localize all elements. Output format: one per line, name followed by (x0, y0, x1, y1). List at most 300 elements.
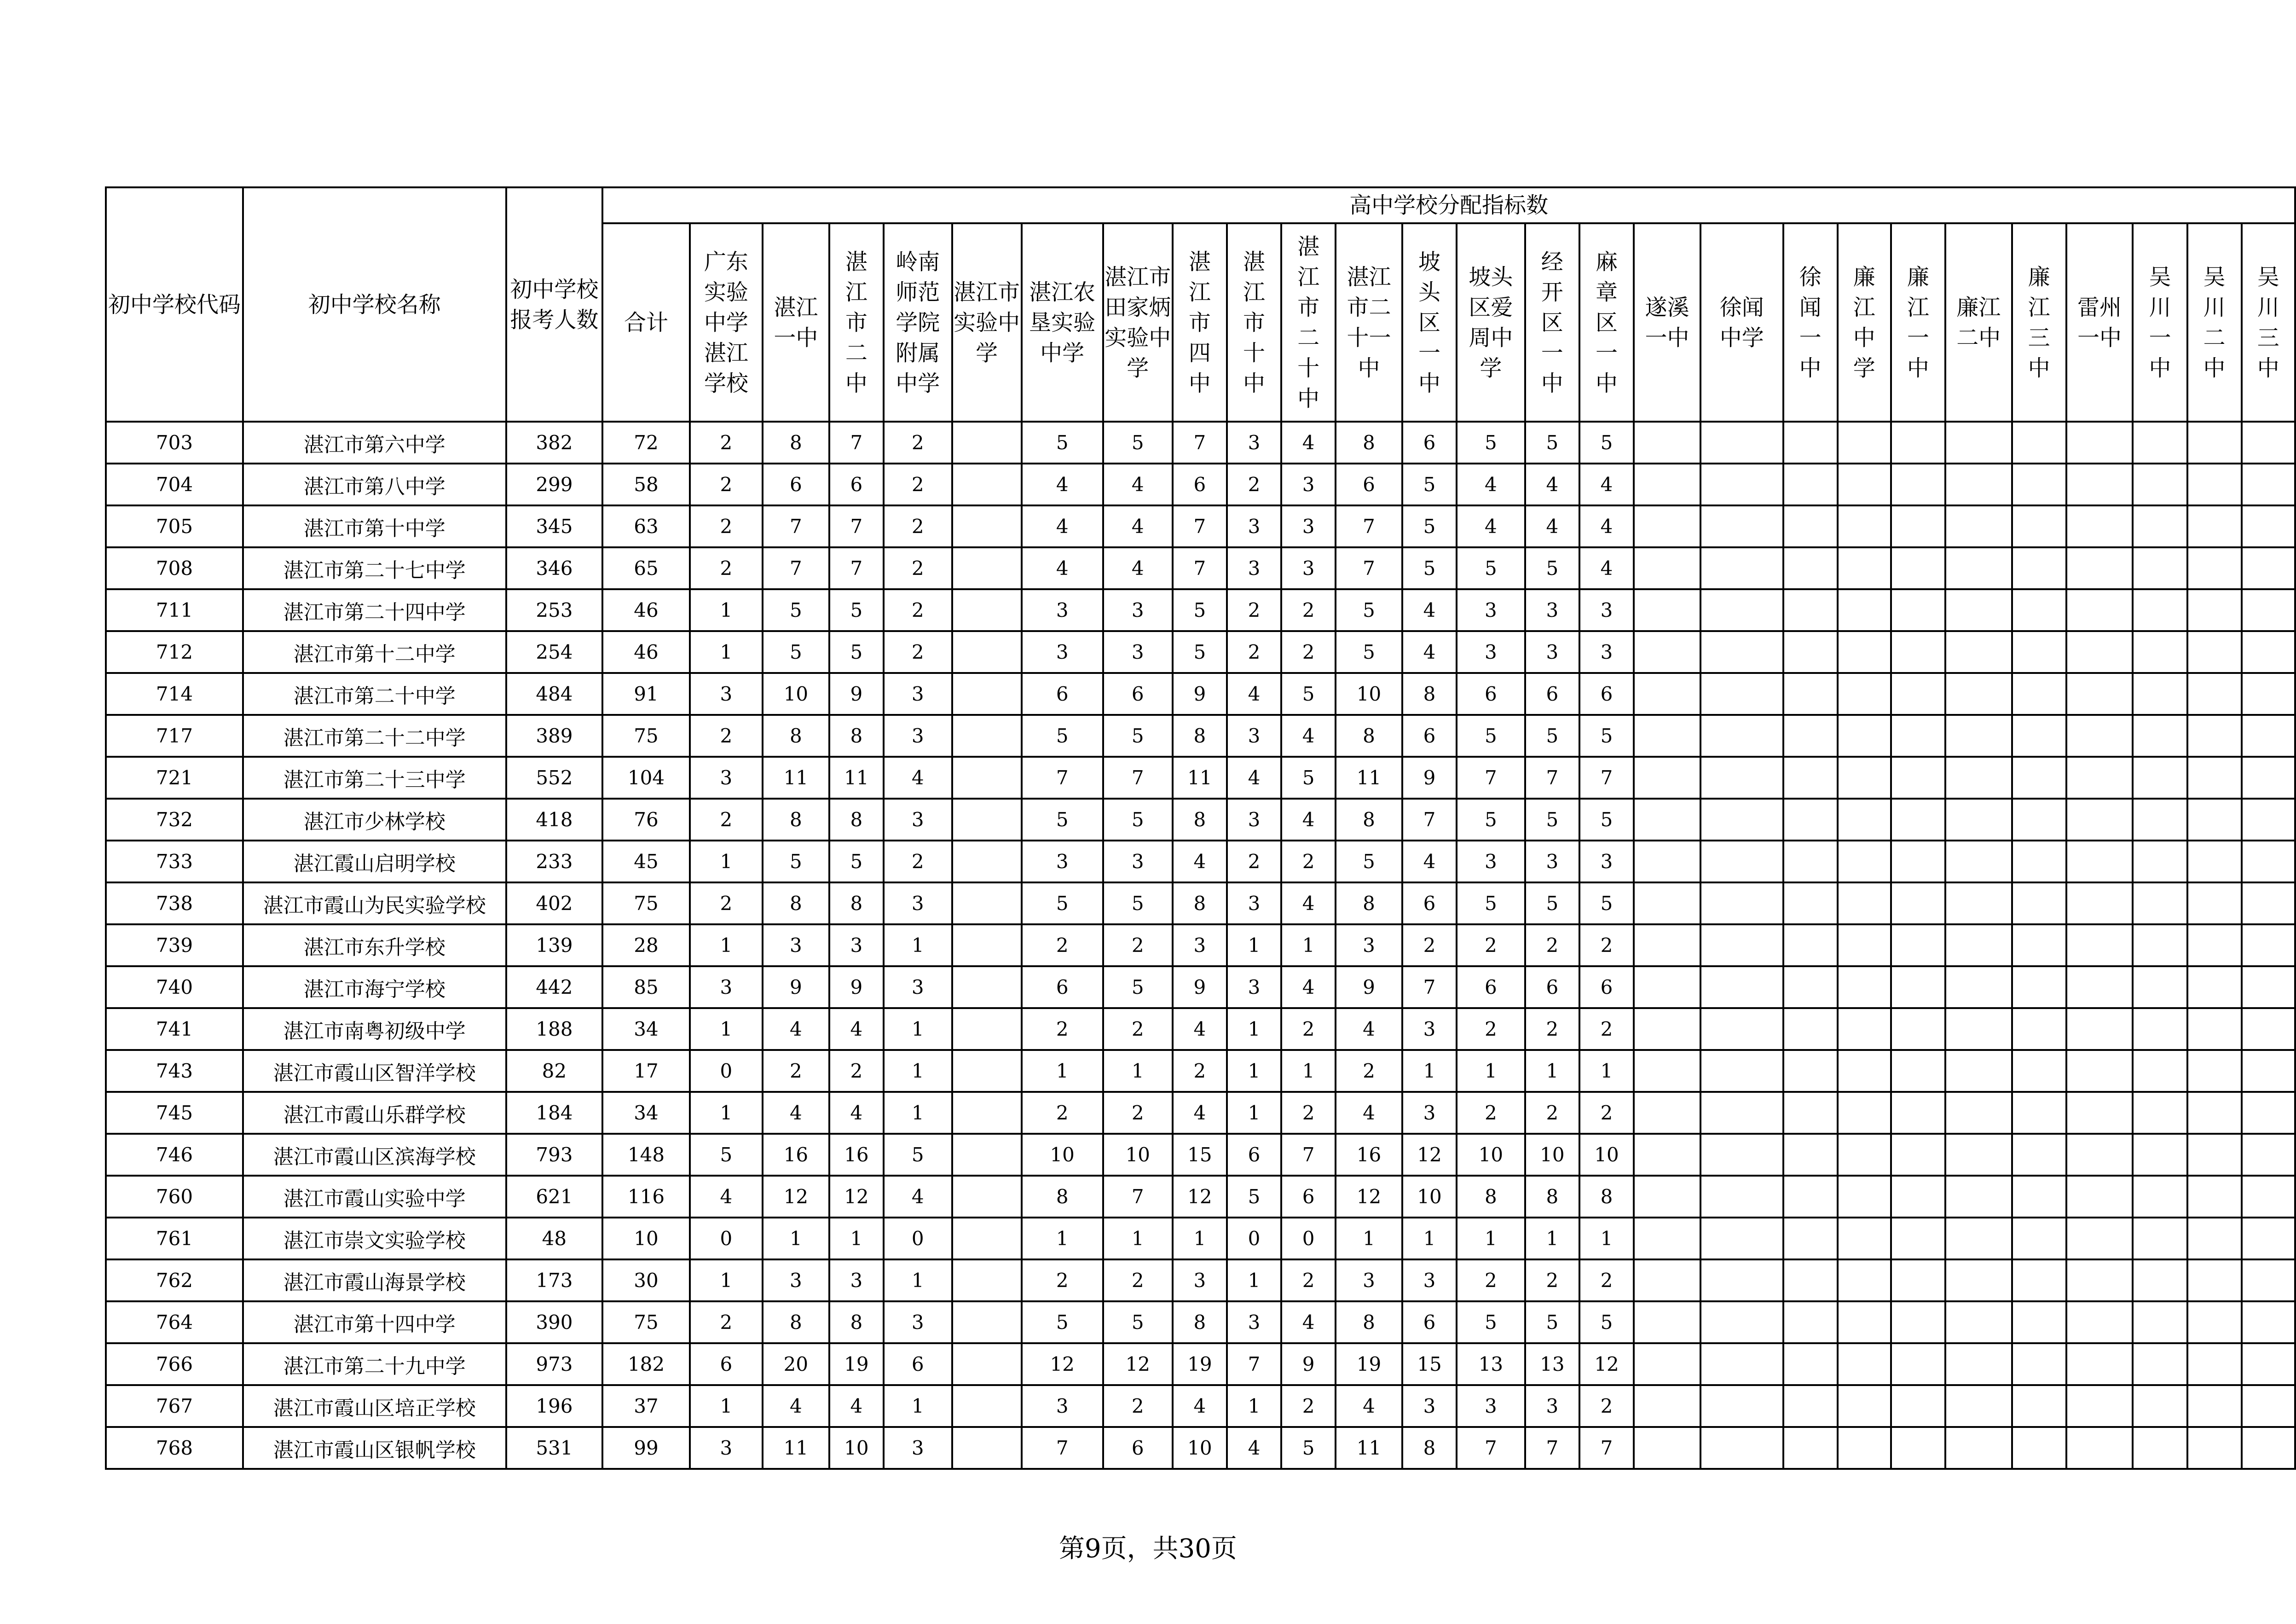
applicant-count-cell: 531 (506, 1427, 603, 1469)
school-name-cell: 湛江市霞山区培正学校 (243, 1385, 506, 1427)
quota-cell: 8 (1336, 422, 1402, 464)
quota-cell: 2 (1281, 841, 1336, 882)
quota-cell (2133, 966, 2187, 1008)
quota-cell: 2 (690, 464, 763, 505)
quota-cell (2187, 464, 2242, 505)
school-column-label: 麻章区一中 (1596, 249, 1618, 396)
school-name-cell: 湛江市南粤初级中学 (243, 1008, 506, 1050)
quota-cell: 5 (829, 841, 884, 882)
quota-cell: 1 (1336, 1218, 1402, 1259)
quota-cell (1838, 1301, 1891, 1343)
quota-cell: 5 (1402, 505, 1457, 547)
column-header-code (106, 187, 243, 422)
quota-cell (952, 1008, 1022, 1050)
quota-cell (2066, 1259, 2133, 1301)
quota-cell (2187, 1008, 2242, 1050)
quota-cell: 8 (1173, 1301, 1227, 1343)
quota-cell: 2 (690, 882, 763, 924)
quota-cell: 10 (1173, 1427, 1227, 1469)
school-column-label: 坡头区爱周中学 (1469, 264, 1513, 381)
quota-cell: 2 (1281, 589, 1336, 631)
quota-cell: 75 (602, 715, 689, 757)
quota-cell: 4 (763, 1008, 829, 1050)
quota-cell: 5 (1281, 673, 1336, 715)
quota-cell (2066, 1301, 2133, 1343)
quota-cell (1783, 841, 1838, 882)
quota-cell: 3 (1227, 799, 1281, 841)
quota-cell (1838, 673, 1891, 715)
quota-cell: 5 (1579, 882, 1634, 924)
quota-cell (2012, 715, 2066, 757)
quota-cell (1891, 464, 1945, 505)
quota-cell (2012, 589, 2066, 631)
applicant-count-cell: 345 (506, 505, 603, 547)
quota-cell: 7 (1022, 757, 1103, 799)
quota-cell (2133, 1427, 2187, 1469)
school-name-cell: 湛江市第八中学 (243, 464, 506, 505)
table-row (106, 673, 2295, 715)
quota-cell: 8 (763, 715, 829, 757)
quota-cell: 3 (1402, 1008, 1457, 1050)
applicant-count-cell: 484 (506, 673, 603, 715)
school-column-header (1634, 223, 1700, 422)
quota-cell (1700, 924, 1783, 966)
quota-cell: 2 (884, 422, 952, 464)
quota-cell (1945, 589, 2012, 631)
quota-cell: 7 (1103, 757, 1173, 799)
quota-cell (1700, 547, 1783, 589)
applicant-count-cell: 402 (506, 882, 603, 924)
quota-cell (1783, 882, 1838, 924)
quota-cell: 10 (1103, 1134, 1173, 1176)
table-row (106, 1343, 2295, 1385)
quota-cell (1783, 505, 1838, 547)
quota-cell: 4 (1227, 1427, 1281, 1469)
table-row (106, 505, 2295, 547)
quota-cell (2066, 715, 2133, 757)
quota-cell (952, 1092, 1022, 1134)
school-code-cell: 708 (106, 547, 243, 589)
quota-cell: 3 (1227, 1301, 1281, 1343)
quota-cell (1634, 1301, 1700, 1343)
quota-cell: 5 (1022, 799, 1103, 841)
quota-cell: 2 (1022, 1092, 1103, 1134)
quota-cell: 7 (1336, 505, 1402, 547)
school-name-cell: 湛江市霞山区智洋学校 (243, 1050, 506, 1092)
quota-cell (1783, 589, 1838, 631)
quota-cell (1945, 464, 2012, 505)
quota-cell: 8 (1336, 882, 1402, 924)
school-column-header (2242, 223, 2295, 422)
quota-cell (1783, 757, 1838, 799)
quota-cell: 2 (690, 799, 763, 841)
quota-cell: 2 (1281, 1385, 1336, 1427)
quota-cell: 10 (1022, 1134, 1103, 1176)
quota-cell: 5 (763, 631, 829, 673)
quota-cell: 2 (1525, 1008, 1579, 1050)
quota-cell: 6 (1402, 422, 1457, 464)
quota-cell (2133, 505, 2187, 547)
quota-cell: 3 (1103, 841, 1173, 882)
quota-cell (1945, 1427, 2012, 1469)
quota-cell (1838, 464, 1891, 505)
quota-cell (1838, 715, 1891, 757)
quota-cell (1783, 1176, 1838, 1218)
quota-cell: 3 (1022, 589, 1103, 631)
school-column-label: 经开区一中 (1541, 249, 1563, 396)
quota-cell: 3 (884, 966, 952, 1008)
applicant-count-cell: 233 (506, 841, 603, 882)
quota-cell: 7 (1525, 757, 1579, 799)
quota-cell (1891, 1176, 1945, 1218)
quota-cell: 1 (1227, 1092, 1281, 1134)
quota-cell: 4 (829, 1385, 884, 1427)
quota-cell: 5 (1525, 422, 1579, 464)
school-code-cell: 717 (106, 715, 243, 757)
applicant-count-cell: 621 (506, 1176, 603, 1218)
school-column-label: 吴川一中 (2149, 264, 2171, 381)
quota-cell (2187, 1092, 2242, 1134)
quota-cell: 3 (1402, 1385, 1457, 1427)
table-row (106, 715, 2295, 757)
table-row (106, 1050, 2295, 1092)
quota-cell (2012, 547, 2066, 589)
quota-cell (1838, 1343, 1891, 1385)
quota-cell: 9 (1402, 757, 1457, 799)
table-row (106, 1008, 2295, 1050)
quota-cell: 16 (829, 1134, 884, 1176)
quota-cell: 8 (1173, 882, 1227, 924)
quota-cell: 12 (1022, 1343, 1103, 1385)
quota-cell (952, 1176, 1022, 1218)
quota-cell (2133, 1343, 2187, 1385)
quota-cell (2012, 1134, 2066, 1176)
quota-cell: 7 (1457, 1427, 1525, 1469)
quota-cell: 7 (1103, 1176, 1173, 1218)
school-column-header (1402, 223, 1457, 422)
quota-cell (1783, 1259, 1838, 1301)
quota-cell: 5 (1022, 715, 1103, 757)
quota-cell: 4 (1173, 1092, 1227, 1134)
quota-cell: 2 (1402, 924, 1457, 966)
quota-cell (1945, 1050, 2012, 1092)
quota-cell: 1 (1227, 1050, 1281, 1092)
quota-cell (2012, 1008, 2066, 1050)
quota-cell: 4 (884, 1176, 952, 1218)
quota-cell: 4 (763, 1385, 829, 1427)
column-header-label: 初中学校报考人数 (510, 276, 599, 333)
quota-cell: 12 (1336, 1176, 1402, 1218)
quota-cell (1700, 1218, 1783, 1259)
quota-cell: 10 (1336, 673, 1402, 715)
quota-cell: 7 (1173, 505, 1227, 547)
quota-cell: 1 (1173, 1218, 1227, 1259)
quota-cell: 3 (1525, 1385, 1579, 1427)
quota-cell (2187, 1134, 2242, 1176)
quota-cell: 5 (1457, 799, 1525, 841)
quota-cell: 1 (1022, 1050, 1103, 1092)
school-name-cell: 湛江市海宁学校 (243, 966, 506, 1008)
quota-cell: 1 (1103, 1050, 1173, 1092)
school-column-label: 坡头区一中 (1418, 249, 1440, 396)
school-column-header (2187, 223, 2242, 422)
quota-cell (2066, 1092, 2133, 1134)
quota-cell: 1 (884, 1008, 952, 1050)
quota-cell (2242, 1427, 2295, 1469)
quota-cell (2066, 1050, 2133, 1092)
quota-cell (2012, 882, 2066, 924)
quota-cell: 5 (1103, 799, 1173, 841)
applicant-count-cell: 299 (506, 464, 603, 505)
applicant-count-cell: 48 (506, 1218, 603, 1259)
quota-cell: 4 (1173, 1008, 1227, 1050)
quota-cell: 5 (1525, 715, 1579, 757)
quota-cell (2133, 1385, 2187, 1427)
quota-cell: 7 (1227, 1343, 1281, 1385)
quota-cell: 1 (690, 841, 763, 882)
quota-cell: 3 (1402, 1092, 1457, 1134)
quota-cell (952, 547, 1022, 589)
quota-cell: 4 (1281, 799, 1336, 841)
quota-cell (2242, 966, 2295, 1008)
quota-cell: 10 (1457, 1134, 1525, 1176)
quota-cell (2133, 1176, 2187, 1218)
quota-cell (2187, 1176, 2242, 1218)
quota-cell: 3 (1525, 631, 1579, 673)
quota-cell: 5 (1336, 841, 1402, 882)
school-column-label: 吴川三中 (2257, 264, 2279, 381)
quota-cell (1634, 547, 1700, 589)
quota-cell: 3 (1227, 505, 1281, 547)
quota-cell (2187, 715, 2242, 757)
quota-cell: 76 (602, 799, 689, 841)
quota-cell: 2 (1579, 1092, 1634, 1134)
quota-cell: 12 (1402, 1134, 1457, 1176)
quota-cell: 11 (1173, 757, 1227, 799)
quota-cell (1634, 631, 1700, 673)
quota-cell (1838, 1008, 1891, 1050)
quota-cell: 3 (1103, 631, 1173, 673)
quota-cell (2187, 631, 2242, 673)
quota-cell (2012, 464, 2066, 505)
applicant-count-cell: 139 (506, 924, 603, 966)
table-row (106, 966, 2295, 1008)
school-column-header (829, 223, 884, 422)
quota-cell: 6 (1227, 1134, 1281, 1176)
quota-cell (2187, 673, 2242, 715)
quota-cell (2066, 1134, 2133, 1176)
quota-cell: 5 (1579, 715, 1634, 757)
quota-cell: 4 (1022, 547, 1103, 589)
school-code-cell: 703 (106, 422, 243, 464)
school-column-header (1838, 223, 1891, 422)
quota-cell: 5 (1022, 422, 1103, 464)
quota-cell (2242, 841, 2295, 882)
quota-cell: 1 (690, 631, 763, 673)
quota-cell: 4 (1402, 589, 1457, 631)
quota-cell: 3 (690, 757, 763, 799)
column-header-label: 初中学校名称 (308, 291, 441, 318)
quota-cell: 4 (1336, 1092, 1402, 1134)
quota-cell (2242, 1134, 2295, 1176)
school-code-cell: 745 (106, 1092, 243, 1134)
quota-cell (2066, 1385, 2133, 1427)
quota-cell (2187, 1427, 2242, 1469)
quota-cell: 16 (1336, 1134, 1402, 1176)
quota-cell: 4 (1336, 1385, 1402, 1427)
quota-cell: 8 (829, 882, 884, 924)
quota-cell: 7 (1402, 966, 1457, 1008)
school-column-label: 湛江市田家炳实验中学 (1105, 264, 1171, 381)
quota-cell (1700, 841, 1783, 882)
quota-cell: 10 (602, 1218, 689, 1259)
applicant-count-cell: 196 (506, 1385, 603, 1427)
quota-cell (1891, 631, 1945, 673)
school-column-header (952, 223, 1022, 422)
quota-cell (2242, 547, 2295, 589)
quota-cell: 2 (1336, 1050, 1402, 1092)
quota-cell: 8 (763, 882, 829, 924)
quota-cell: 5 (1103, 966, 1173, 1008)
quota-cell (952, 631, 1022, 673)
quota-cell (2242, 1092, 2295, 1134)
quota-cell: 7 (1336, 547, 1402, 589)
quota-cell: 45 (602, 841, 689, 882)
school-code-cell: 739 (106, 924, 243, 966)
school-name-cell: 湛江霞山启明学校 (243, 841, 506, 882)
quota-cell (1700, 631, 1783, 673)
quota-cell (1945, 1259, 2012, 1301)
school-column-label: 湛江市十中 (1243, 249, 1266, 396)
quota-cell (1945, 1343, 2012, 1385)
school-name-cell: 湛江市第二十四中学 (243, 589, 506, 631)
school-code-cell: 732 (106, 799, 243, 841)
quota-cell (1783, 422, 1838, 464)
quota-cell: 4 (829, 1008, 884, 1050)
quota-cell (1634, 882, 1700, 924)
quota-cell (1891, 1008, 1945, 1050)
quota-cell (2242, 1259, 2295, 1301)
quota-cell (1838, 589, 1891, 631)
quota-cell (2066, 882, 2133, 924)
quota-cell (2242, 882, 2295, 924)
quota-cell (2133, 1008, 2187, 1050)
quota-cell: 8 (1457, 1176, 1525, 1218)
quota-cell: 1 (1281, 1050, 1336, 1092)
quota-cell (2066, 1008, 2133, 1050)
quota-cell (2066, 924, 2133, 966)
quota-cell: 5 (829, 589, 884, 631)
school-name-cell: 湛江市崇文实验学校 (243, 1218, 506, 1259)
school-code-cell: 743 (106, 1050, 243, 1092)
school-column-header (1336, 223, 1402, 422)
quota-cell: 1 (1457, 1218, 1525, 1259)
quota-cell (2012, 1385, 2066, 1427)
quota-cell: 5 (1281, 757, 1336, 799)
quota-cell: 5 (884, 1134, 952, 1176)
quota-cell: 8 (829, 1301, 884, 1343)
quota-cell (1945, 841, 2012, 882)
quota-cell (1838, 757, 1891, 799)
quota-cell: 7 (1525, 1427, 1579, 1469)
quota-cell: 5 (1173, 589, 1227, 631)
quota-cell (1945, 1385, 2012, 1427)
table-row (106, 589, 2295, 631)
quota-cell (2066, 422, 2133, 464)
quota-cell (2066, 1176, 2133, 1218)
quota-cell: 5 (1457, 422, 1525, 464)
quota-cell: 3 (884, 882, 952, 924)
quota-cell: 1 (1525, 1218, 1579, 1259)
table-row (106, 1427, 2295, 1469)
quota-cell (1783, 799, 1838, 841)
school-column-label: 湛江市实验中学 (954, 279, 1020, 366)
quota-cell (1945, 1176, 2012, 1218)
quota-cell: 5 (1103, 882, 1173, 924)
quota-cell (1783, 1050, 1838, 1092)
school-name-cell: 湛江市第二十二中学 (243, 715, 506, 757)
group-header: 高中学校分配指标数 (602, 187, 2295, 223)
applicant-count-cell: 188 (506, 1008, 603, 1050)
school-code-cell: 766 (106, 1343, 243, 1385)
school-column-header (1457, 223, 1525, 422)
quota-cell (1891, 715, 1945, 757)
quota-cell: 2 (763, 1050, 829, 1092)
quota-cell: 104 (602, 757, 689, 799)
quota-cell: 6 (1457, 673, 1525, 715)
quota-cell (1700, 505, 1783, 547)
quota-cell: 2 (1227, 464, 1281, 505)
quota-cell: 3 (763, 1259, 829, 1301)
quota-cell: 1 (690, 1385, 763, 1427)
quota-cell (2012, 505, 2066, 547)
quota-cell (1783, 1385, 1838, 1427)
school-code-cell: 705 (106, 505, 243, 547)
quota-cell (2187, 505, 2242, 547)
quota-cell (1891, 799, 1945, 841)
quota-cell: 4 (1525, 505, 1579, 547)
applicant-count-cell: 346 (506, 547, 603, 589)
quota-cell (1700, 1343, 1783, 1385)
quota-cell (1700, 1134, 1783, 1176)
quota-cell (1783, 547, 1838, 589)
quota-cell (1838, 882, 1891, 924)
quota-cell: 7 (1173, 547, 1227, 589)
quota-cell: 5 (1525, 882, 1579, 924)
table-row (106, 1385, 2295, 1427)
quota-cell (1634, 1259, 1700, 1301)
quota-cell (2012, 757, 2066, 799)
quota-cell: 4 (1022, 464, 1103, 505)
quota-cell: 7 (829, 422, 884, 464)
quota-cell: 1 (884, 1050, 952, 1092)
quota-cell (1634, 1218, 1700, 1259)
school-column-label: 徐闻一中 (1799, 264, 1822, 381)
quota-cell (952, 589, 1022, 631)
page-footer: 第9页，共30页 (1059, 1534, 1237, 1564)
quota-cell (1634, 1427, 1700, 1469)
quota-cell (1700, 1301, 1783, 1343)
school-column-label: 合计 (624, 309, 668, 336)
quota-cell: 5 (1525, 547, 1579, 589)
applicant-count-cell: 389 (506, 715, 603, 757)
quota-cell: 4 (1227, 757, 1281, 799)
school-name-cell: 湛江市霞山实验中学 (243, 1176, 506, 1218)
quota-cell: 5 (1457, 1301, 1525, 1343)
quota-cell: 5 (763, 589, 829, 631)
quota-cell: 2 (1579, 1259, 1634, 1301)
school-code-cell: 761 (106, 1218, 243, 1259)
